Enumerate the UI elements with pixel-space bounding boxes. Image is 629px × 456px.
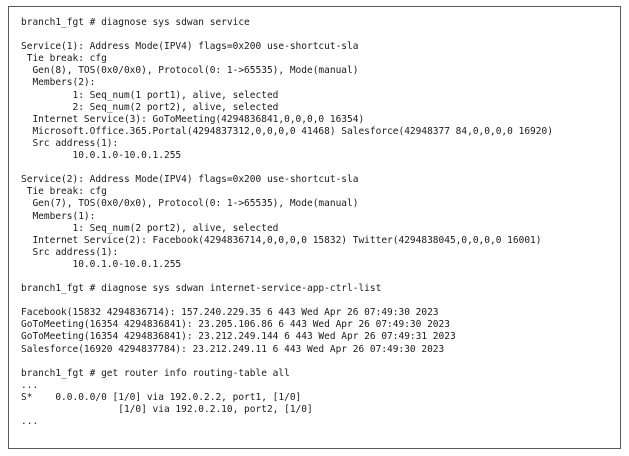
terminal-line: Service(2): Address Mode(IPV4) flags=0x200 use-shortcut-sla xyxy=(21,174,359,186)
terminal-line xyxy=(21,356,610,368)
terminal-line: 1: Seq_num(1 port1), alive, selected xyxy=(21,89,279,101)
terminal-line: Src address(1): xyxy=(21,246,119,258)
terminal-line: Internet Service(3): GoToMeeting(4294836841,0,0,0,0 16354) xyxy=(21,113,365,125)
terminal-line: [1/0] via 192.0.2.10, port2, [1/0] xyxy=(21,404,313,415)
terminal-line: branch1_fgt # diagnose sys sdwan internet-service-app-ctrl-list xyxy=(21,283,382,295)
terminal-line: Members(2): xyxy=(21,77,96,89)
terminal-line xyxy=(21,295,610,307)
terminal-line: Salesforce(16920 4294837784): 23.212.249.11 6 443 Wed Apr 26 07:49:30 2023 xyxy=(21,343,445,355)
terminal-line: ... xyxy=(21,379,39,391)
terminal-line: branch1_fgt # get router info routing-table all xyxy=(21,367,290,379)
terminal-line: Members(1): xyxy=(21,210,96,222)
terminal-line: Gen(8), TOS(0x0/0x0), Protocol(0: 1->65535), Mode(manual) xyxy=(21,65,359,77)
terminal-line: Internet Service(2): Facebook(4294836714,0,0,0,0 15832) Twitter(4294838045,0,0,0,0 16001) xyxy=(21,234,542,246)
terminal-window[interactable] xyxy=(8,6,621,449)
terminal-output[interactable] xyxy=(9,7,620,434)
terminal-line: S* 0.0.0.0/0 [1/0] via 192.0.2.2, port1, [1/0] xyxy=(21,391,302,403)
terminal-line: Tie break: cfg xyxy=(21,53,107,65)
terminal-line xyxy=(21,162,610,174)
terminal-line: 10.0.1.0-10.0.1.255 xyxy=(21,258,182,270)
terminal-line: GoToMeeting(16354 4294836841): 23.205.106.86 6 443 Wed Apr 26 07:49:30 2023 xyxy=(21,319,450,331)
terminal-line: Facebook(15832 4294836714): 157.240.229.35 6 443 Wed Apr 26 07:49:30 2023 xyxy=(21,307,439,319)
terminal-line xyxy=(21,29,610,41)
terminal-line: branch1_fgt # diagnose sys sdwan service xyxy=(21,17,250,28)
terminal-line: Gen(7), TOS(0x0/0x0), Protocol(0: 1->65535), Mode(manual) xyxy=(21,198,359,210)
terminal-line: ... xyxy=(21,416,39,428)
terminal-line: 2: Seq_num(2 port2), alive, selected xyxy=(21,101,279,113)
terminal-line: GoToMeeting(16354 4294836841): 23.212.249.144 6 443 Wed Apr 26 07:49:31 2023 xyxy=(21,331,456,343)
terminal-line: 1: Seq_num(2 port2), alive, selected xyxy=(21,222,279,234)
terminal-line: Src address(1): xyxy=(21,137,119,149)
terminal-line: 10.0.1.0-10.0.1.255 xyxy=(21,150,182,162)
terminal-line xyxy=(21,271,610,283)
terminal-line: Tie break: cfg xyxy=(21,186,107,198)
terminal-line: Service(1): Address Mode(IPV4) flags=0x200 use-shortcut-sla xyxy=(21,41,359,53)
terminal-line: Microsoft.Office.365.Portal(4294837312,0,0,0,0 41468) Salesforce(42948377 84,0,0,0,0 16920) xyxy=(21,125,553,137)
